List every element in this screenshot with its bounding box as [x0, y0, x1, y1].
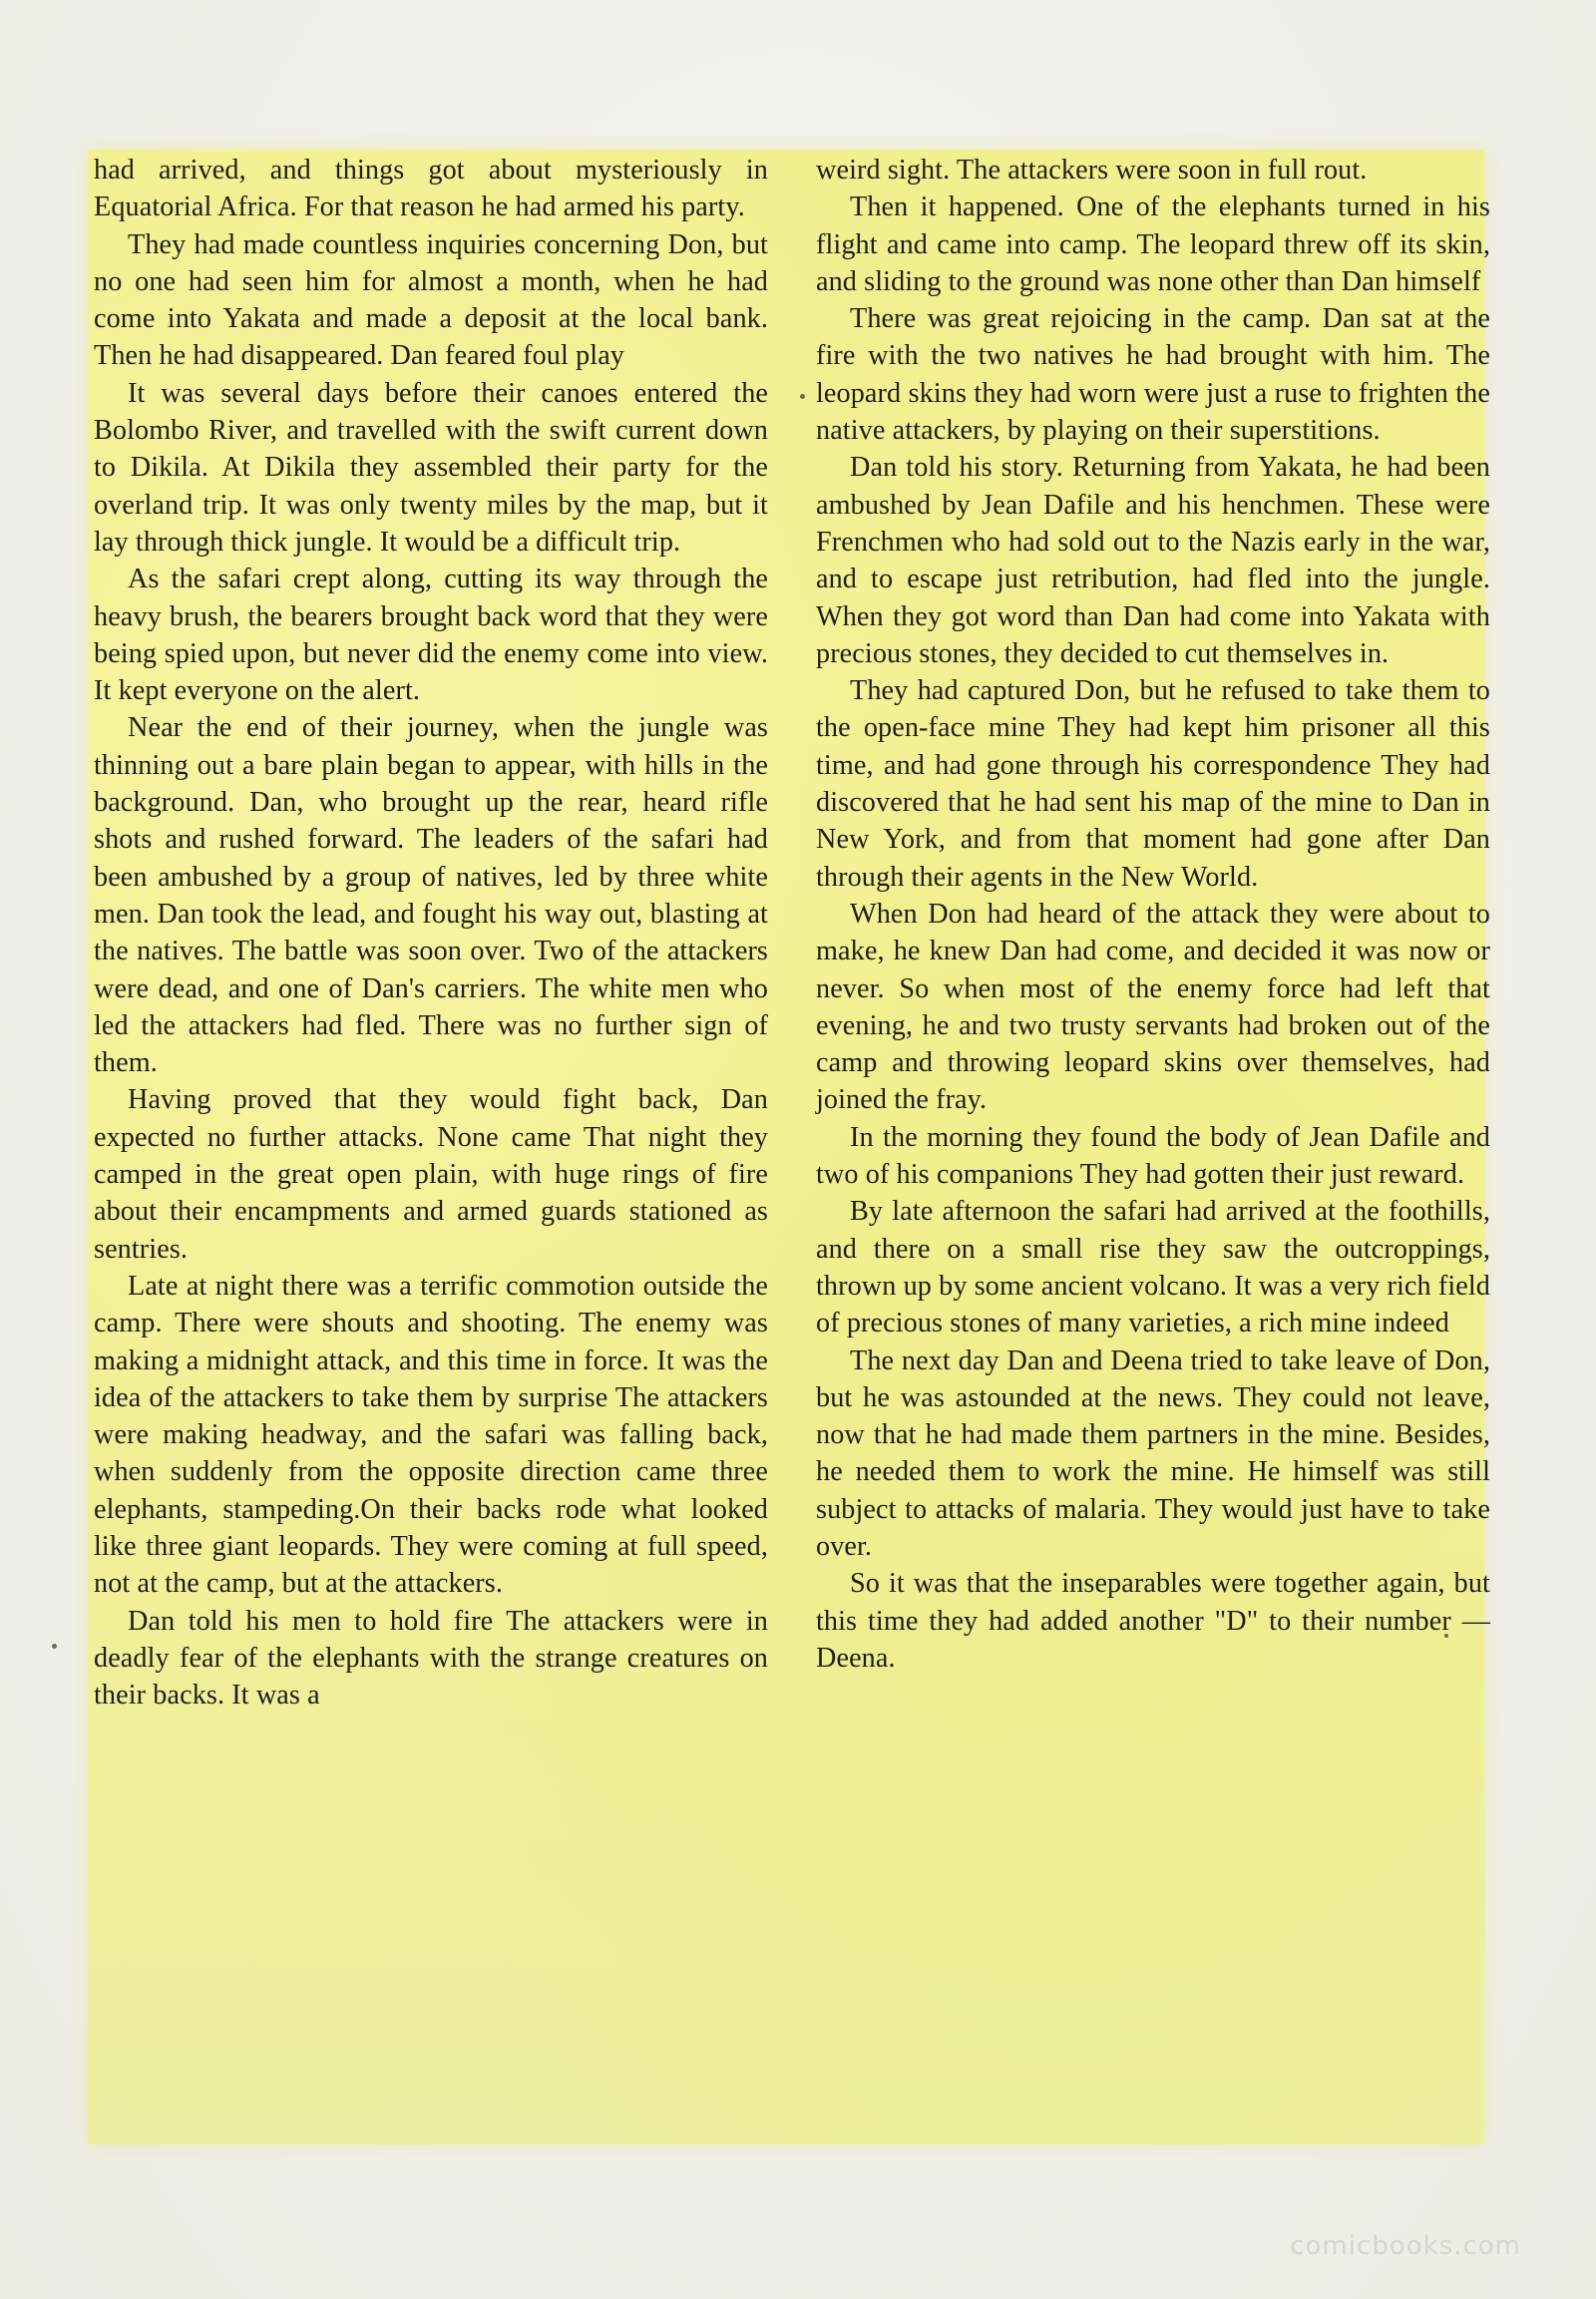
story-column-right [816, 152, 1490, 1677]
paragraph: They had made countless inquiries concerning Don, but no one had seen him for almost a month, when he had come into Yakata and made a deposit at the local bank. Then he had disappeared. Dan feared foul play [94, 228, 768, 372]
paragraph: It was several days before their canoes entered the Bolombo River, and travelled with the swift current down to Dikila. At Dikila they assembled their party for the overland trip. It was only twenty miles by the map, but it lay through thick jungle. It would be a difficult trip. [94, 377, 768, 558]
paragraph: As the safari crept along, cutting its way through the heavy brush, the bearers brought back word that they were being spied upon, but never did the enemy come into view. It kept everyone on the alert. [94, 564, 768, 707]
paragraph: Dan told his story. Returning from Yakata, he had been ambushed by Jean Dafile and his henchmen. These were Frenchmen who had sold out to the Nazis early in the war, and to escape just retribution, had fled into the jungle. When they got word than Dan had come into Yakata with precious stones, they decided to cut themselves in. [816, 452, 1490, 669]
paragraph: Near the end of their journey, when the jungle was thinning out a bare plain began to appear, with hills in the background. Dan, who brought up the rear, heard rifle shots and rushed forward. The leaders of the safari had been ambushed by a group of natives, led by three white men. Dan took the lead, and fought his way out, blasting at the natives. The battle was soon over. Two of the attackers were dead, and one of Dan's carriers. The white men who led the attackers had fled. There was no further sign of them. [94, 712, 768, 1079]
paragraph: When Don had heard of the attack they were about to make, he knew Dan had come, and decided it was now or never. So when most of the enemy force had left that evening, he and two trusty servants had broken out of the camp and throwing leopard skins over themselves, had joined the fray. [816, 898, 1490, 1116]
paragraph: had arrived, and things got about mysteriously in Equatorial Africa. For that reason he had armed his party. [94, 155, 768, 223]
print-speck [800, 394, 805, 399]
paragraph: The next day Dan and Deena tried to take leave of Don, but he was astounded at the news. They could not leave, now that he had made them partners in the mine. Besides, he needed them to work the mine. He himself was still subject to attacks of malaria. They would just have to take over. [816, 1344, 1490, 1562]
paragraph: Having proved that they would fight back, Dan expected no further attacks. None came That night they camped in the great open plain, with huge rings of fire about their encampments and armed guards stationed as sentries. [94, 1084, 768, 1265]
paragraph: Dan told his men to hold fire The attackers were in deadly fear of the elephants with the strange creatures on their backs. It was a [94, 1605, 768, 1712]
site-watermark: comicbooks.com [1290, 2231, 1521, 2261]
paragraph: By late afternoon the safari had arrived at the foothills, and there on a small rise they saw the outcroppings, thrown up by some ancient volcano. It was a very rich field of precious stones of many varieties, a rich mine indeed [816, 1196, 1490, 1340]
paragraph: There was great rejoicing in the camp. Dan sat at the fire with the two natives he had brought with him. The leopard skins they had worn were just a ruse to frighten the native attackers, by playing on their superstitions. [816, 303, 1490, 447]
story-column-left [94, 152, 768, 1714]
paragraph: In the morning they found the body of Jean Dafile and two of his companions They had gotten their just reward. [816, 1121, 1490, 1191]
paragraph: They had captured Don, but he refused to take them to the open-face mine They had kept him prisoner all this time, and had gone through his correspondence They had discovered that he had sent his map of the mine to Dan in New York, and from that moment had gone after Dan through their agents in the New World. [816, 675, 1490, 893]
paragraph: Then it happened. One of the elephants turned in his flight and came into camp. The leopard threw off its skin, and sliding to the ground was none other than Dan himself [816, 192, 1490, 297]
print-speck [52, 1644, 57, 1649]
paragraph: Late at night there was a terrific commotion outside the camp. There were shouts and shooting. The enemy was making a midnight attack, and this time in force. It was the idea of the attackers to take them by surprise The attackers were making headway, and the safari was falling back, when suddenly from the opposite direction came three elephants, stampeding.On their backs rode what looked like three giant leopards. They were coming at full speed, not at the camp, but at the attackers. [94, 1270, 768, 1600]
paragraph: weird sight. The attackers were soon in full rout. [816, 155, 1368, 186]
paragraph: So it was that the inseparables were together again, but this time they had added another "D" to their number — Deena. [816, 1568, 1490, 1674]
